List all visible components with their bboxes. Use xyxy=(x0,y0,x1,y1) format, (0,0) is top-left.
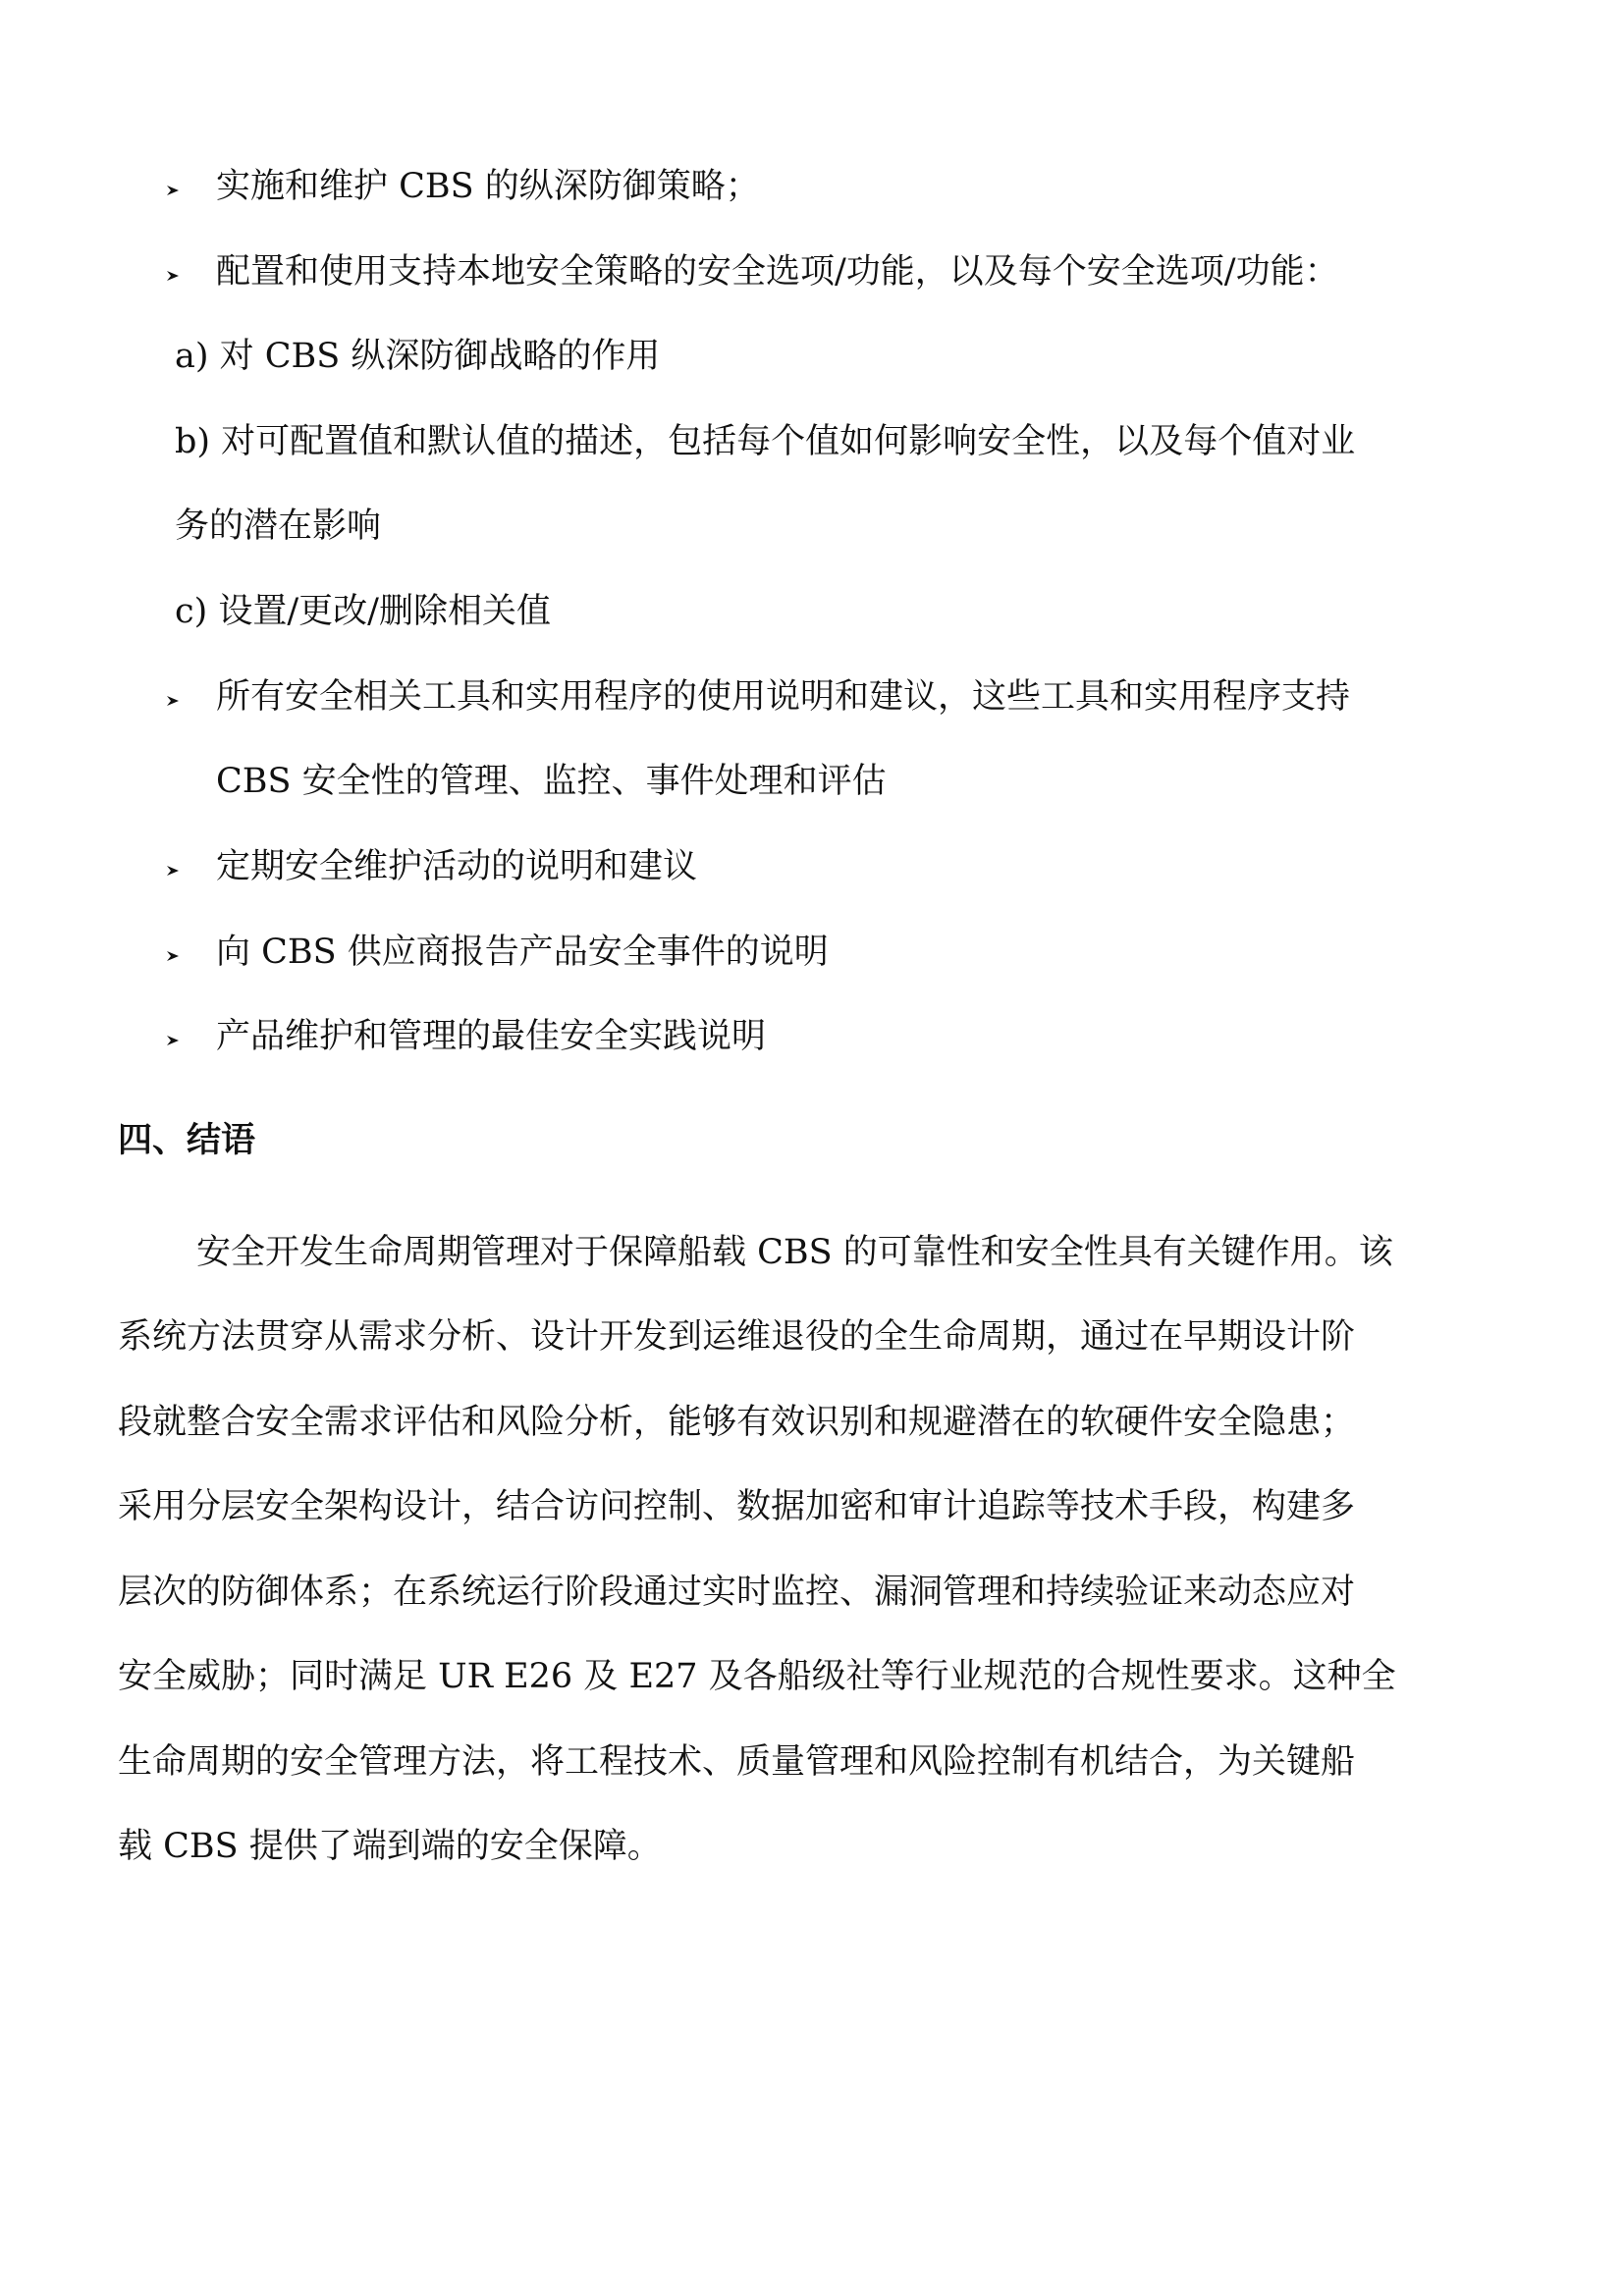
bullet-item: 产品维护和管理的最佳安全实践说明 xyxy=(216,1017,767,1056)
bullet-item: 配置和使用支持本地安全策略的安全选项/功能，以及每个安全选项/功能： xyxy=(216,252,1339,292)
arrow-bullet-icon xyxy=(165,1033,181,1048)
bullet-item: 实施和维护 CBS 的纵深防御策略； xyxy=(216,167,760,206)
bullet-item: 所有安全相关工具和实用程序的使用说明和建议，这些工具和实用程序支持 xyxy=(216,677,1351,717)
sub-item: b) 对可配置值和默认值的描述，包括每个值如何影响安全性，以及每个值对业 xyxy=(175,422,1356,461)
paragraph-line: 段就整合安全需求评估和风险分析，能够有效识别和规避潜在的软硬件安全隐患； xyxy=(118,1403,1356,1442)
arrow-bullet-icon xyxy=(165,863,181,879)
arrow-bullet-icon xyxy=(165,183,181,198)
sub-item: c) 设置/更改/删除相关值 xyxy=(175,592,551,631)
paragraph-line: 载 CBS 提供了端到端的安全保障。 xyxy=(118,1827,662,1866)
sub-item-continuation: 务的潜在影响 xyxy=(175,507,382,546)
bullet-item-continuation: CBS 安全性的管理、监控、事件处理和评估 xyxy=(216,762,887,801)
paragraph-line: 安全威胁；同时满足 UR E26 及 E27 及各船级社等行业规范的合规性要求。这种全 xyxy=(118,1657,1396,1696)
sub-item: a) 对 CBS 纵深防御战略的作用 xyxy=(175,337,661,376)
section-heading: 四、结语 xyxy=(118,1121,256,1160)
paragraph-line: 系统方法贯穿从需求分析、设计开发到运维退役的全生命周期，通过在早期设计阶 xyxy=(118,1317,1356,1357)
paragraph-line: 生命周期的安全管理方法，将工程技术、质量管理和风险控制有机结合，为关键船 xyxy=(118,1742,1356,1782)
paragraph-line: 层次的防御体系；在系统运行阶段通过实时监控、漏洞管理和持续验证来动态应对 xyxy=(118,1573,1356,1612)
paragraph-line: 采用分层安全架构设计，结合访问控制、数据加密和审计追踪等技术手段，构建多 xyxy=(118,1487,1356,1526)
bullet-item: 定期安全维护活动的说明和建议 xyxy=(216,847,698,886)
arrow-bullet-icon xyxy=(165,948,181,964)
arrow-bullet-icon xyxy=(165,268,181,284)
arrow-bullet-icon xyxy=(165,693,181,709)
bullet-item: 向 CBS 供应商报告产品安全事件的说明 xyxy=(216,933,829,972)
paragraph-line: 安全开发生命周期管理对于保障船载 CBS 的可靠性和安全性具有关键作用。该 xyxy=(196,1233,1393,1272)
